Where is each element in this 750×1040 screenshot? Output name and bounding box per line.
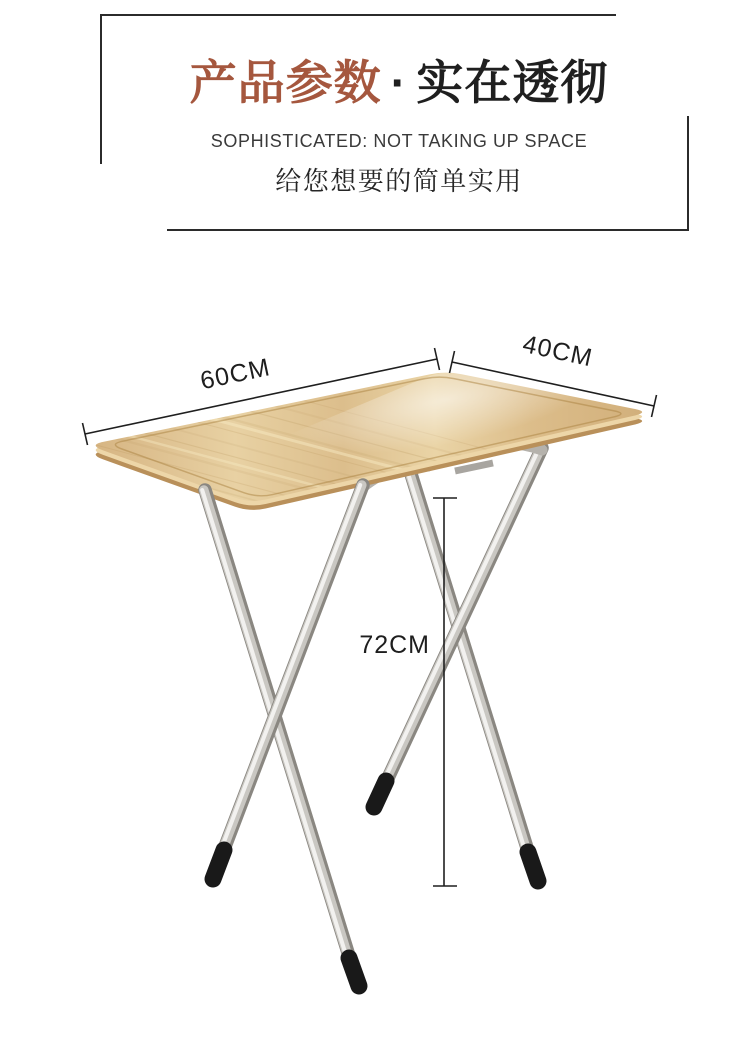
foot-cap-front-bottom <box>349 958 359 986</box>
title-separator: · <box>390 56 408 109</box>
height-dimension-label: 72CM <box>359 631 430 659</box>
width-dimension-label: 60CM <box>197 353 273 396</box>
foot-cap-back-left <box>374 781 386 807</box>
foot-cap-back-right <box>528 852 538 881</box>
subtitle-en: SOPHISTICATED: NOT TAKING UP SPACE <box>210 131 588 151</box>
title-rest: 实在透彻 <box>416 56 609 109</box>
title-highlight: 产品参数 <box>189 56 382 109</box>
folding-latch <box>455 463 493 471</box>
subtitle-cn: 给您想要的简单实用 <box>275 166 523 196</box>
table-leg-front-left <box>210 485 363 878</box>
table-leg-back-right <box>408 474 537 880</box>
foot-cap-front-left <box>213 850 224 879</box>
depth-dimension-label: 40CM <box>520 329 596 373</box>
